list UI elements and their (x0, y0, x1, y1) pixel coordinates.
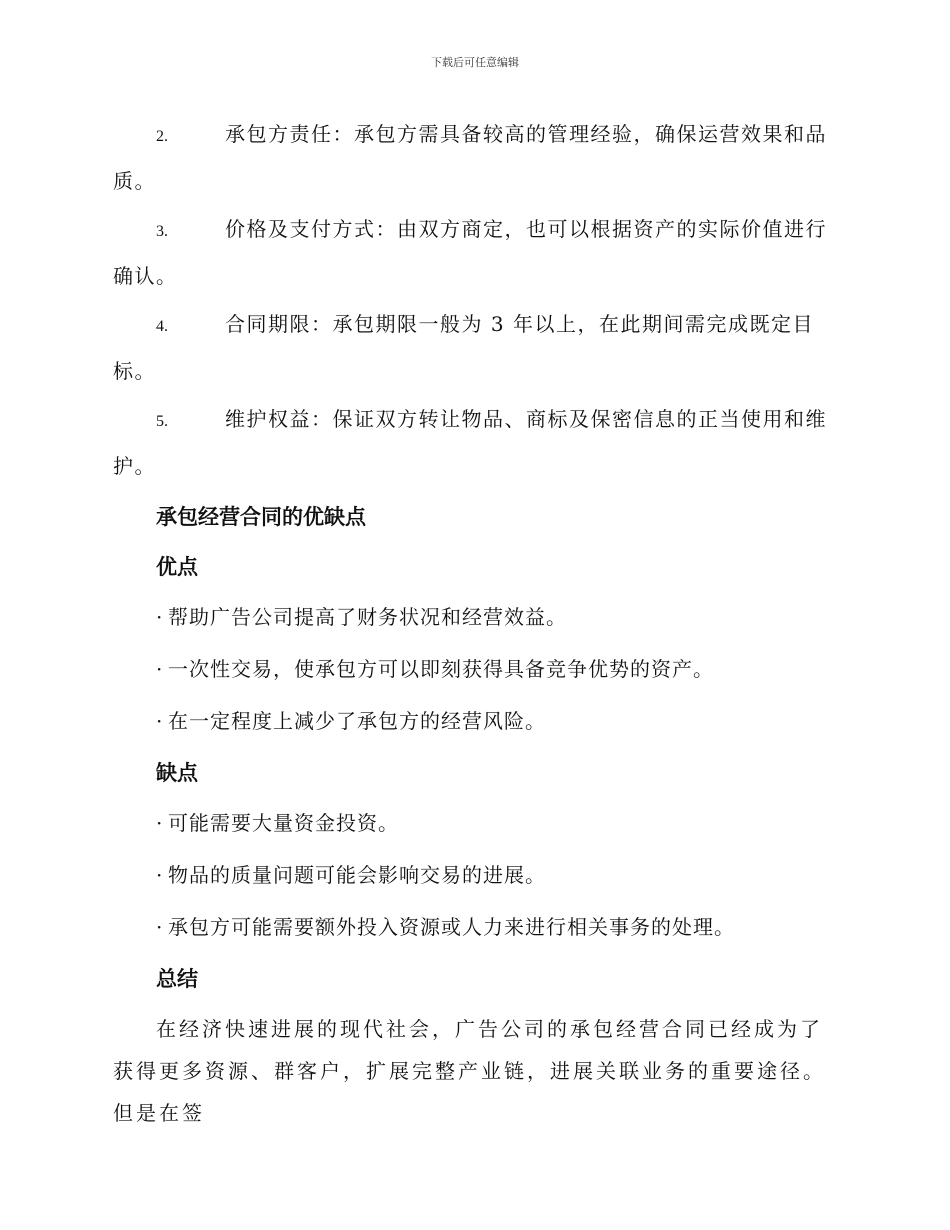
item-text: 价格及支付方式：由双方商定，也可以根据资产的实际价值进行确认。 (113, 217, 827, 288)
bullet-dot: · (156, 605, 164, 629)
numbered-item (113, 112, 838, 204)
pros-item: · 在一定程度上减少了承包方的经营风险。 (113, 706, 838, 736)
section-title: 承包经营合同的优缺点 (156, 505, 366, 529)
numbered-item (113, 207, 838, 299)
document-body (113, 112, 838, 1134)
item-number: 5. (156, 413, 168, 430)
bullet-dot: · (156, 811, 164, 835)
bullet-dot: · (156, 915, 164, 939)
summary-paragraph: 在经济快速进展的现代社会，广告公司的承包经营合同已经成为了获得更多资源、群客户，扩展完整产业链，进展关联业务的重要途径。但是在签 (113, 1017, 826, 1125)
bullet-dot: · (156, 709, 164, 733)
page-header: 下载后可任意编辑 (431, 56, 519, 69)
item-text: 承包方责任：承包方需具备较高的管理经验，确保运营效果和品质。 (113, 122, 827, 193)
item-number: 4. (156, 318, 168, 335)
cons-item: · 可能需要大量资金投资。 (113, 808, 838, 838)
bullet-dot: · (156, 863, 164, 887)
cons-item: · 物品的质量问题可能会影响交易的进展。 (113, 860, 838, 890)
pros-item: · 帮助广告公司提高了财务状况和经营效益。 (113, 602, 838, 632)
numbered-item (113, 302, 838, 394)
item-number: 3. (156, 223, 168, 240)
item-text: 合同期限：承包期限一般为 3 年以上，在此期间需完成既定目标。 (113, 312, 814, 383)
cons-item: · 承包方可能需要额外投入资源或人力来进行相关事务的处理。 (113, 912, 838, 942)
item-text: 维护权益：保证双方转让物品、商标及保密信息的正当使用和维护。 (113, 407, 827, 478)
summary-title: 总结 (156, 967, 198, 991)
item-number: 2. (156, 128, 168, 145)
numbered-item (113, 397, 838, 489)
bullet-dot: · (156, 657, 164, 681)
cons-title: 缺点 (156, 761, 198, 785)
pros-title: 优点 (156, 555, 198, 579)
pros-item: · 一次性交易，使承包方可以即刻获得具备竞争优势的资产。 (113, 654, 838, 684)
